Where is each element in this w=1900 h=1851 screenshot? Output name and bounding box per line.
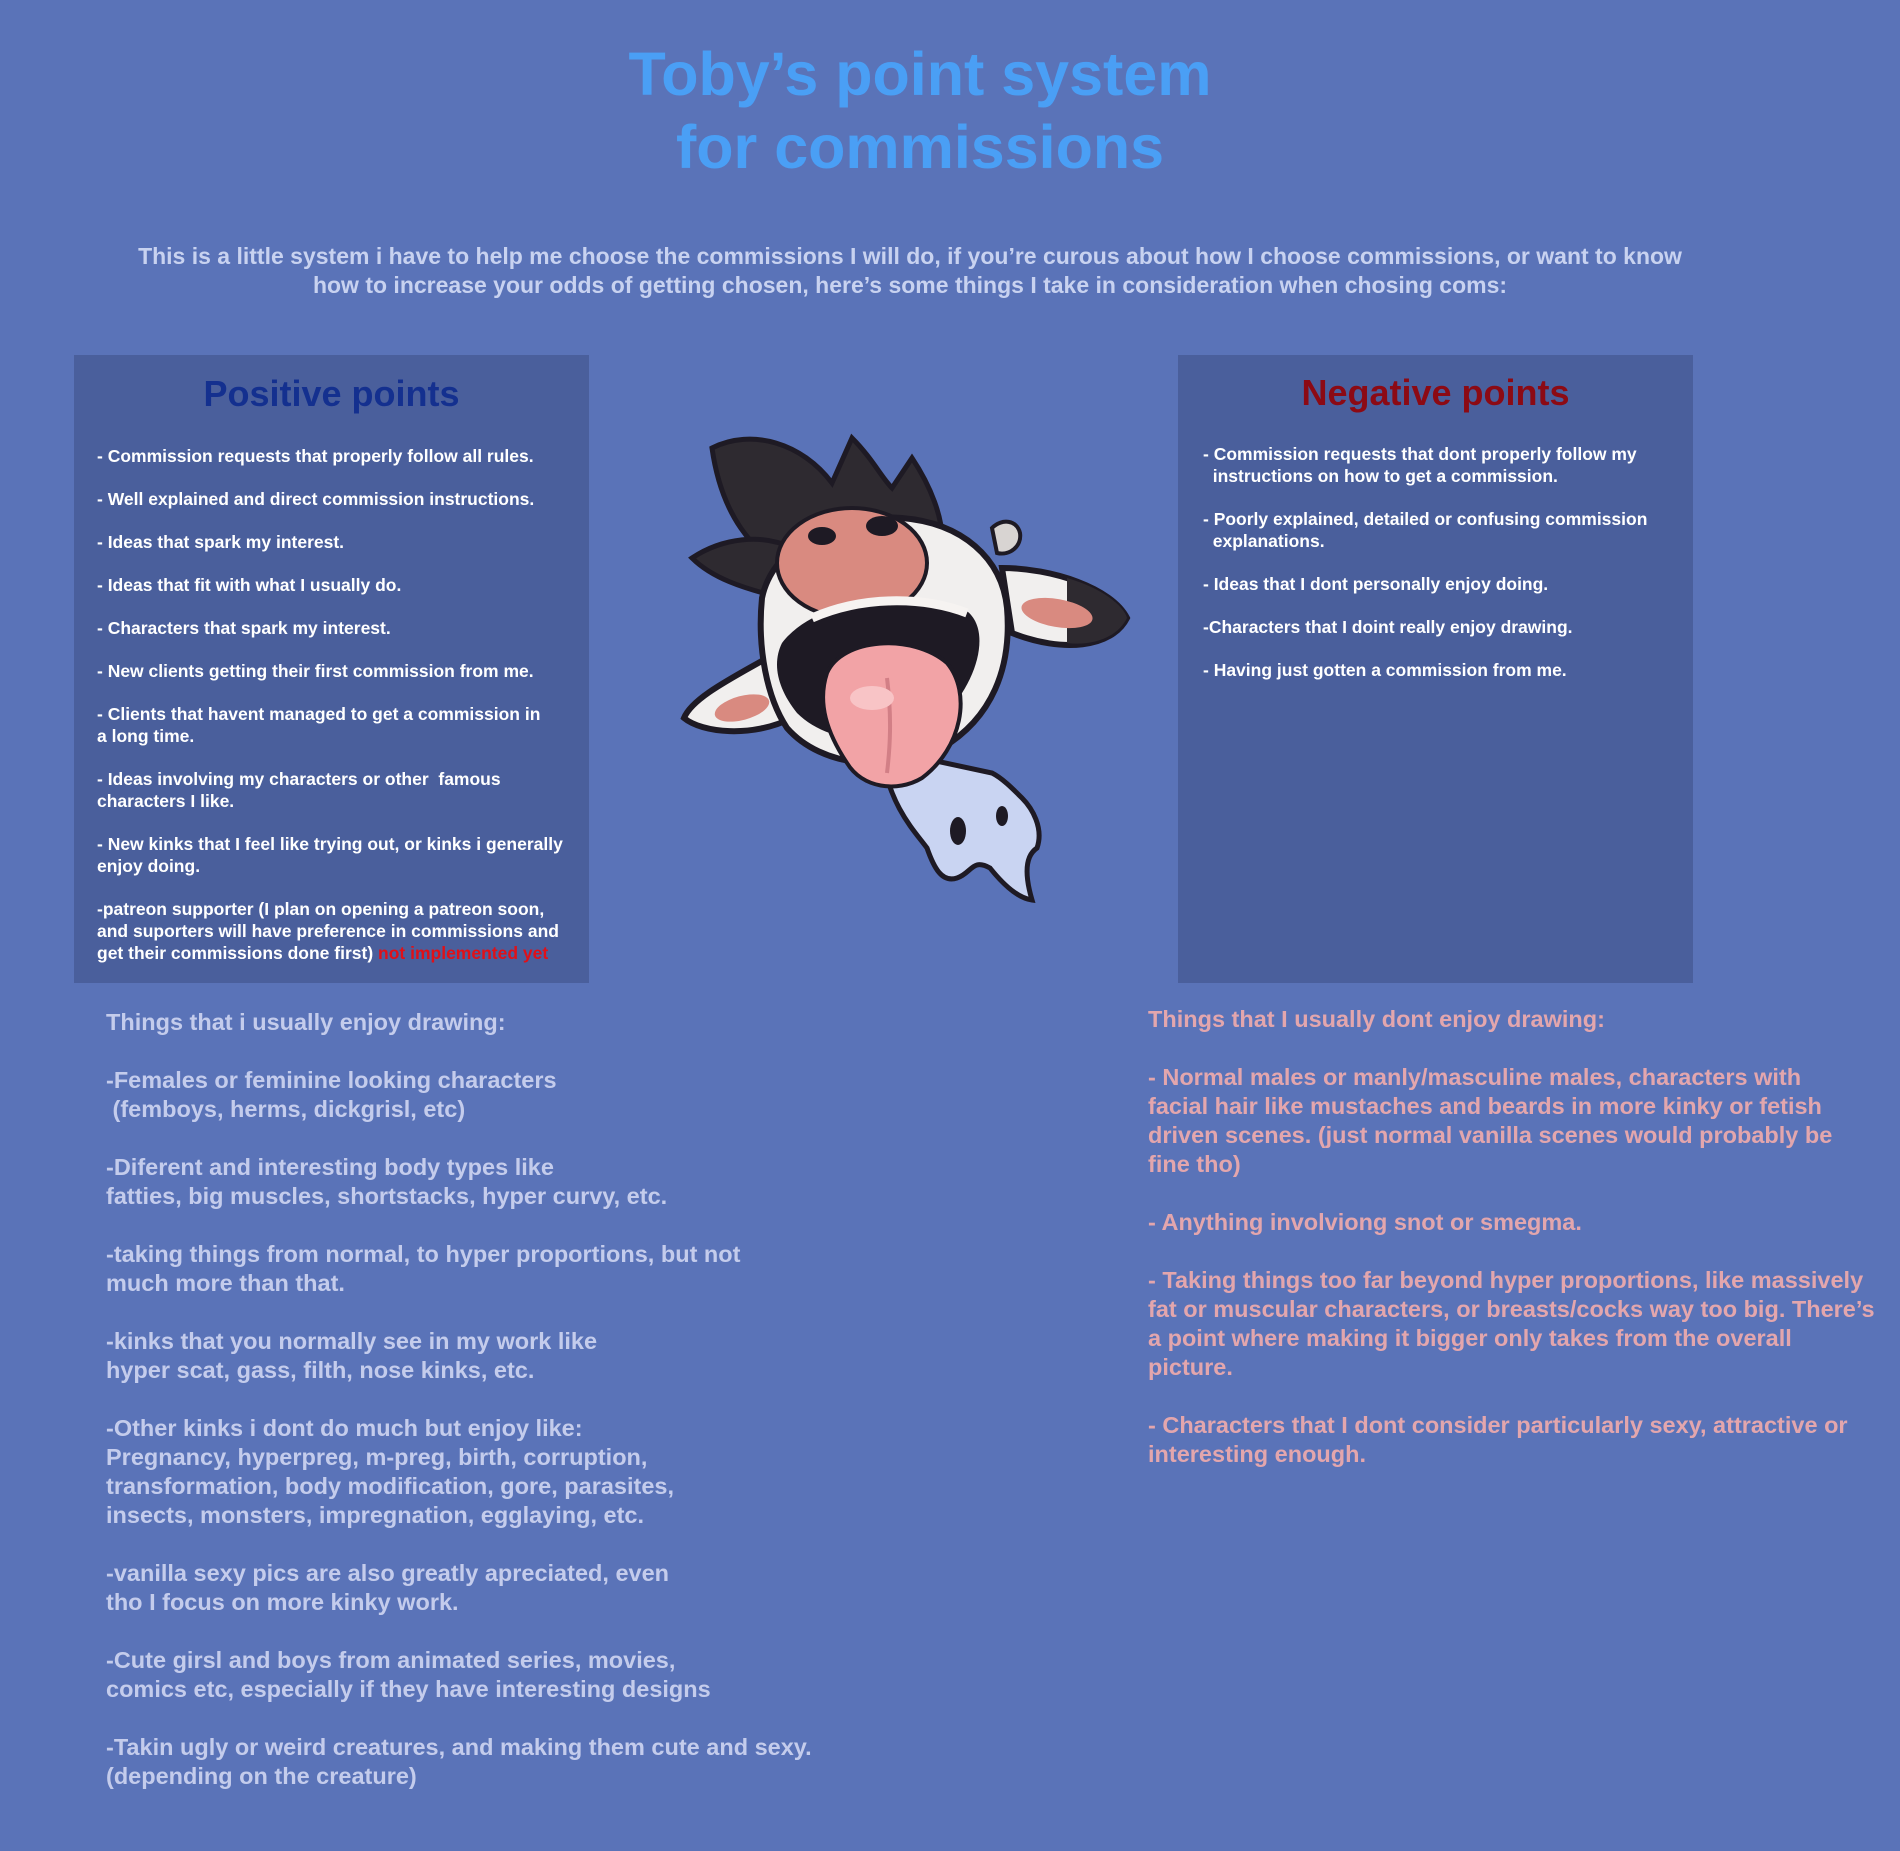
list-item: - Taking things too far beyond hyper proportions, like massively fat or muscular characters, or breasts/cocks way too big. There’s a point where making it bigger only takes from the overall picture. (1148, 1267, 1875, 1380)
list-item: - Anything involviong snot or smegma. (1148, 1209, 1582, 1235)
list-item: - Having just gotten a commission from me. (1203, 660, 1567, 680)
list-item: - Ideas involving my characters or other famous characters I like. (97, 769, 501, 811)
positive-points-heading: Positive points (203, 373, 460, 414)
patreon-item (97, 898, 577, 964)
enjoy-drawing-section (106, 1008, 886, 1820)
list-item: - Commission requests that properly follow all rules. (97, 446, 534, 466)
list-item: -kinks that you normally see in my work like hyper scat, gass, filth, nose kinks, etc. (106, 1328, 598, 1383)
dislike-drawing-section (1148, 1005, 1893, 1498)
list-item: - Clients that havent managed to get a commission in a long time. (97, 704, 541, 746)
list-item: - Ideas that I dont personally enjoy doing. (1203, 574, 1549, 594)
list-item: -Other kinks i dont do much but enjoy like: Pregnancy, hyperpreg, m-preg, birth, corruption, transformation, body modification, gore, parasites, insects, monsters, impregnation, egglaying, etc. (106, 1415, 675, 1528)
enjoy-heading: Things that i usually enjoy drawing: (106, 1009, 506, 1035)
list-item: - New kinks that I feel like trying out, or kinks i generally enjoy doing. (97, 834, 563, 876)
list-item: - Characters that spark my interest. (97, 618, 391, 638)
cow-mascot-icon (672, 428, 1142, 908)
list-item: - Characters that I dont consider particularly sexy, attractive or interesting enough. (1148, 1412, 1848, 1467)
positive-points-panel (74, 355, 589, 983)
negative-points-heading: Negative points (1301, 372, 1570, 413)
list-item: - Ideas that fit with what I usually do. (97, 575, 402, 595)
list-item: -vanilla sexy pics are also greatly apreciated, even tho I focus on more kinky work. (106, 1560, 670, 1615)
intro-line-2: how to increase your odds of getting chosen, here’s some things I take in consideration when chosing coms: (312, 272, 1508, 298)
list-item: -Cute girsl and boys from animated series, movies, comics etc, especially if they have interesting designs (106, 1647, 711, 1702)
intro-line-1: This is a little system i have to help me choose the commissions I will do, if you’re curous about how I choose commissions, or want to know (138, 243, 1682, 269)
list-item: - Ideas that spark my interest. (97, 532, 345, 552)
list-item: -Takin ugly or weird creatures, and making them cute and sexy. (depending on the creature) (106, 1734, 812, 1789)
not-implemented-note: not implemented yet (378, 943, 549, 963)
title-line-1: Toby’s point system (628, 40, 1212, 108)
intro-text (60, 242, 1760, 300)
list-item: - Poorly explained, detailed or confusing commission explanations. (1203, 509, 1648, 551)
negative-points-list (1203, 443, 1673, 702)
list-item: -taking things from normal, to hyper proportions, but not much more than that. (106, 1241, 741, 1296)
list-item: -Characters that I doint really enjoy drawing. (1203, 617, 1573, 637)
patreon-text: -patreon supporter (I plan on opening a patreon soon, and suporters will have preference in commissions and get their commissions done first) (97, 899, 559, 963)
list-item: - Well explained and direct commission instructions. (97, 489, 535, 509)
page-title (0, 38, 1840, 184)
list-item: - New clients getting their first commission from me. (97, 661, 534, 681)
list-item: -Diferent and interesting body types like fatties, big muscles, shortstacks, hyper curvy, etc. (106, 1154, 668, 1209)
negative-points-panel (1178, 355, 1693, 983)
list-item: - Commission requests that dont properly follow my instructions on how to get a commission. (1203, 444, 1637, 486)
dislike-heading: Things that I usually dont enjoy drawing: (1148, 1006, 1605, 1032)
list-item: -Females or feminine looking characters (femboys, herms, dickgrisl, etc) (106, 1067, 557, 1122)
list-item: - Normal males or manly/masculine males, characters with facial hair like mustaches and beards in more kinky or fetish driven scenes. (just normal vanilla scenes would probably be fine tho) (1148, 1064, 1833, 1177)
title-line-2: for commissions (675, 113, 1165, 181)
positive-points-list (97, 445, 577, 985)
